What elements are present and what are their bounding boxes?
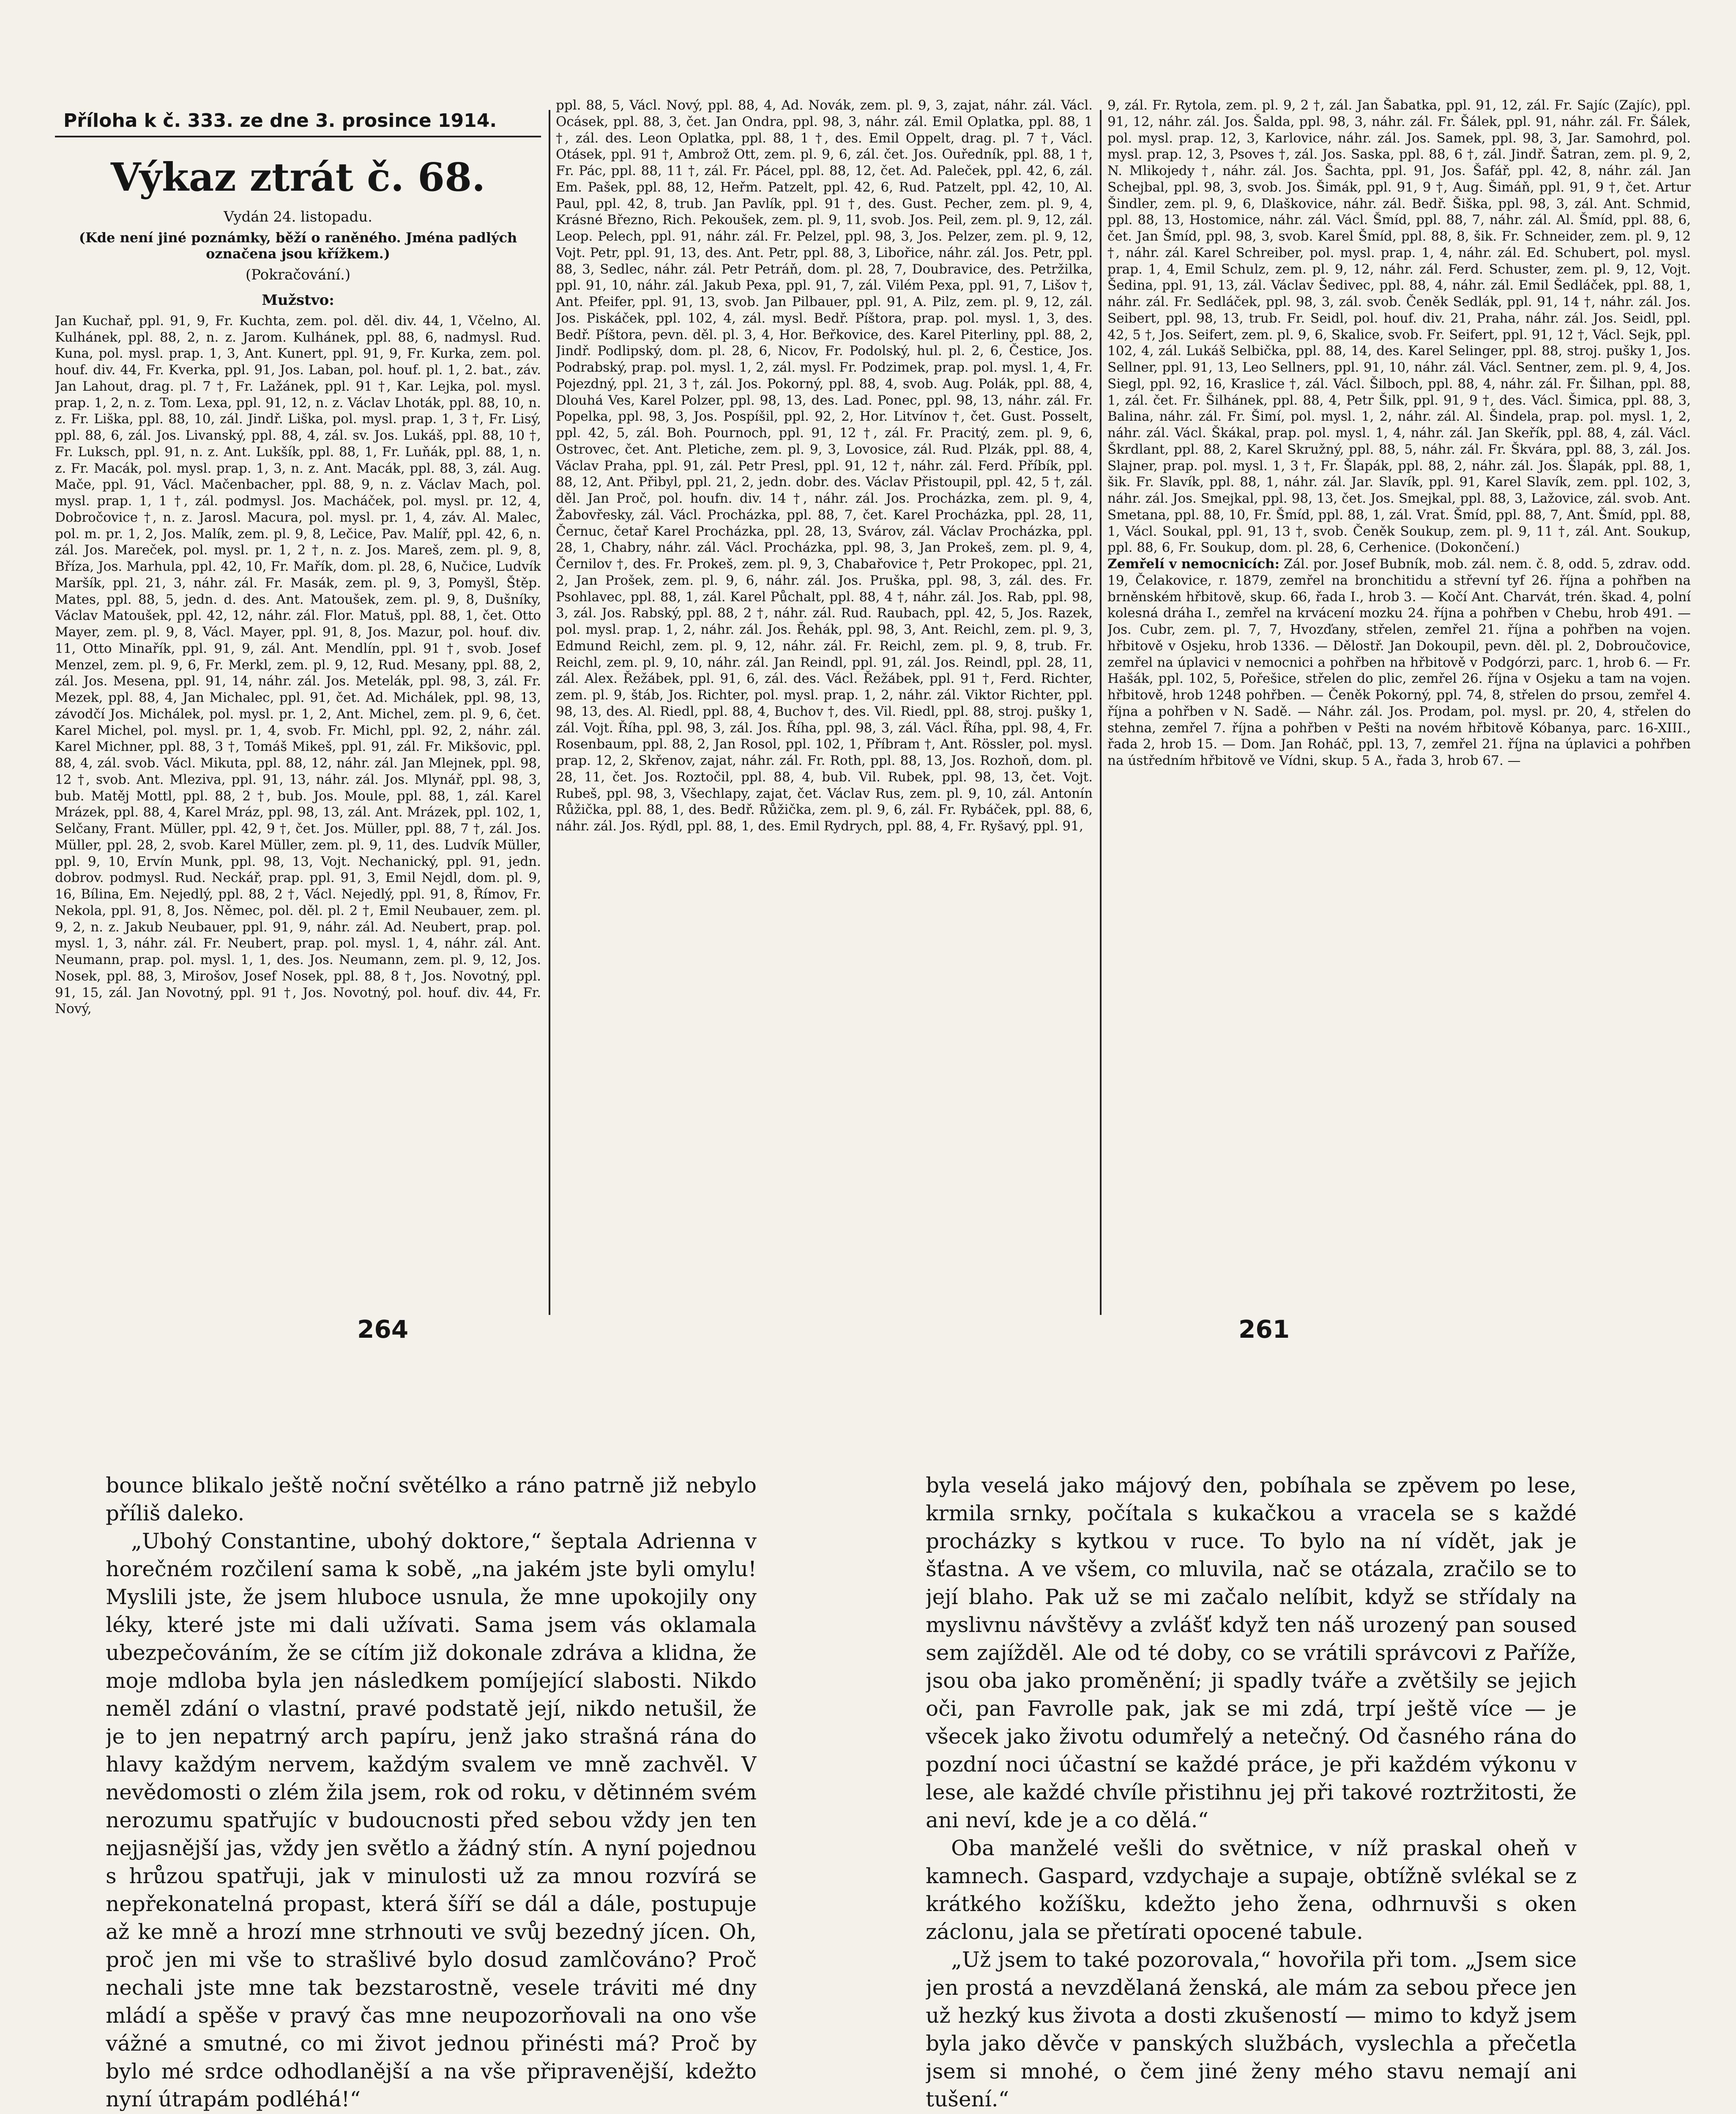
casualty-column-2: [556, 97, 1093, 835]
hospital-deaths-paragraph: [1107, 556, 1691, 769]
casualty-listing: 9, zál. Fr. Rytola, zem. pl. 9, 2 †, zál. Jan Šabatka, ppl. 91, 12, zál. Fr. Sajíc (Zajíc), ppl. 91, 12, náhr. zál. Jos. Šalda, ppl. 98, 3, náhr. zál. Fr. Šálek, ppl. 91, náhr. zál. Fr. Šálek, pol. mysl. prap. 12, 3, Karlovice, náhr. zál. Jos. Samek, ppl. 98, 3, Jar. Samohrd, pol. mysl. prap. 12, 3, Psoves †, zál. Jos. Saska, ppl. 88, 6 †, zál. Jindř. Šatran, zem. pl. 9, 2, N. Mlikojedy †, náhr. zál. Jos. Šachta, ppl. 91, Jos. Šafář, ppl. 42, 8, náhr. zál. Jan Schejbal, ppl. 98, 3, svob. Jos. Šimák, ppl. 91, 9 †, Aug. Šimáň, ppl. 91, 9 †, čet. Artur Šindler, zem. pl. 9, 6, Dlaškovice, náhr. zál. Bedř. Šiška, ppl. 98, 3, zál. Ant. Schmid, ppl. 88, 13, Hostomice, náhr. zál. Václ. Šmíd, ppl. 88, 7, náhr. zál. Al. Šmíd, ppl. 88, 6, čet. Jan Šmíd, ppl. 98, 3, svob. Karel Šmíd, ppl. 88, 8, šik. Fr. Schneider, zem. pl. 9, 12 †, náhr. zál. Karel Schreiber, pol. mysl. prap. 1, 4, náhr. zál. Ed. Schubert, pol. mysl. prap. 1, 4, Emil Schulz, zem. pl. 9, 12, náhr. zál. Ferd. Schuster, zem. pl. 9, 12, Vojt. Šedina, ppl. 91, 13, zál. Václav Šedivec, ppl. 88, 4, náhr. zál. Emil Šedláček, ppl. 88, 1, náhr. zál. Fr. Sedláček, ppl. 98, 3, zál. svob. Čeněk Sedlák, ppl. 91, 14 †, náhr. zál. Jos. Seibert, ppl. 98, 13, trub. Fr. Seidl, pol. houf. div. 21, Praha, náhr. zál. Jos. Seidl, ppl. 42, 5 †, Jos. Seifert, zem. pl. 9, 6, Skalice, svob. Fr. Seifert, ppl. 91, 12 †, Václ. Sejk, ppl. 102, 4, zál. Lukáš Selbička, ppl. 88, 14, des. Karel Selinger, ppl. 88, stroj. pušky 1, Jos. Sellner, ppl. 91, 13, Leo Sellners, ppl. 91, 10, náhr. zál. Václ. Sentner, zem. pl. 9, 4, Jos. Siegl, ppl. 92, 16, Kraslice †, zál. Václ. Šilboch, ppl. 88, 4, náhr. zál. Fr. Šilhan, ppl. 88, 1, zál. čet. Fr. Šilhánek, ppl. 88, 4, Petr Šilk, ppl. 91, 9 †, des. Václ. Šimica, ppl. 88, 3, Balina, náhr. zál. Fr. Šimí, pol. mysl. 1, 2, náhr. zál. Al. Šindela, prap. pol. mysl. 1, 2, náhr. zál. Václ. Škákal, prap. pol. mysl. 1, 4, náhr. zál. Jan Skeřík, ppl. 88, 4, zál. Václ. Škrdlant, ppl. 88, 2, Karel Skružný, ppl. 88, 5, náhr. zál. Fr. Škvára, ppl. 88, 3, zál. Jos. Slajner, prap. pol. mysl. 1, 3 †, Fr. Šlapák, ppl. 88, 2, náhr. zál. Jos. Šlapák, ppl. 88, 1, šik. Fr. Slavík, ppl. 88, 1, náhr. zál. Jar. Slavík, ppl. 91, Karel Slavík, zem. ppl. 102, 3, náhr. zál. Jos. Smejkal, ppl. 98, 13, čet. Jos. Smejkal, ppl. 88, 3, Lažovice, zál. svob. Ant. Smetana, ppl. 88, 10, Fr. Šmíd, ppl. 88, 1, zál. Vrat. Šmíd, ppl. 88, 7, Ant. Šmíd, ppl. 88, 1, Václ. Soukal, ppl. 91, 13 †, svob. Čeněk Soukup, zem. pl. 9, 11 †, zál. Ant. Soukup, ppl. 88, 6, Fr. Soukup, dom. pl. 28, 6, Cerhenice. (Dokončení.): [1107, 98, 1691, 556]
novel-paragraph: bounce blikalo ještě noční světélko a ráno patrně již nebylo příliš daleko.: [106, 1473, 757, 1525]
legend-note: (Kde není jiné poznámky, běží o raněného. Jména padlých označena jsou křížkem.): [79, 230, 517, 262]
column-divider: [1100, 110, 1102, 1315]
continuation-note: (Pokračování.): [245, 266, 351, 283]
novel-paragraph: „Už jsem to také pozorovala,“ hovořila při tom. „Jsem sice jen prostá a nevzdělaná ženská, ale mám za sebou přece jen už hezký kus života a dosti zkušeností — mimo to když jsem byla jako děvče v panských službách, vyslechla a přečetla jsem si mnohé, o čem jiné ženy mého stavu nemají ani tušení.“: [926, 1947, 1577, 2111]
section-heading-hospital: Zemřelí v nemocnicích:: [1107, 556, 1280, 572]
supplement-heading: Příloha k č. 333. ze dne 3. prosince 1914.: [63, 110, 497, 131]
novel-column-right: [926, 1471, 1577, 2114]
heading-rule: [55, 136, 541, 137]
casualty-list-page: [46, 97, 1695, 1323]
casualty-column-1: [55, 97, 541, 1017]
column-divider: [549, 110, 550, 1315]
casualty-listing: Jan Kuchař, ppl. 91, 9, Fr. Kuchta, zem. pol. děl. div. 44, 1, Včelno, Al. Kulhánek, ppl. 88, 2, n. z. Jarom. Kulhánek, ppl. 88, 6, nadmysl. Rud. Kuna, pol. mysl. prap. 1, 3, Ant. Kunert, ppl. 91, 9, Fr. Kurka, zem. pol. houf. div. 44, Fr. Kverka, ppl. 91, Jos. Laban, pol. houf. pl. 1, 2. bat., záv. Jan Lahout, drag. pl. 7 †, Fr. Lažánek, ppl. 91 †, Kar. Lejka, pol. mysl. prap. 1, 2, n. z. Tom. Lexa, ppl. 91, 12, n. z. Václav Lhoták, ppl. 88, 10, n. z. Fr. Liška, ppl. 88, 10, zál. Jindř. Liška, pol. mysl. prap. 1, 3 †, Fr. Lisý, ppl. 88, 6, zál. Jos. Livanský, ppl. 88, 4, zál. sv. Jos. Lukáš, ppl. 88, 10 †, Fr. Luksch, ppl. 91, n. z. Ant. Lukšík, ppl. 88, 1, Fr. Luňák, ppl. 88, 1, n. z. Fr. Macák, pol. mysl. prap. 1, 3, n. z. Ant. Macák, ppl. 88, 3, zál. Aug. Mače, ppl. 91, Václ. Mačenbacher, ppl. 88, 9, n. z. Václav Mach, pol. mysl. prap. 1, 1 †, zál. podmysl. Jos. Macháček, pol. mysl. pr. 12, 4, Dobročovice †, n. z. Jarosl. Macura, pol. mysl. pr. 1, 4, záv. Al. Malec, pol. m. pr. 1, 2, Jos. Malík, zem. pl. 9, 8, Lečice, Pav. Malíř, ppl. 42, 6, n. zál. Jos. Mareček, pol. mysl. pr. 1, 2 †, n. z. Jos. Mareš, zem. pl. 9, 8, Bříza, Jos. Marhula, ppl. 42, 10, Fr. Mařík, dom. pl. 28, 6, Nučice, Ludvík Maršík, ppl. 21, 3, náhr. zál. Fr. Masák, zem. pl. 9, 3, Pomyšl, Štěp. Mates, ppl. 88, 5, jedn. d. des. Ant. Matoušek, zem. pl. 9, 8, Dušníky, Václav Matoušek, ppl. 42, 12, náhr. zál. Flor. Matuš, ppl. 88, 1, čet. Otto Mayer, zem. pl. 9, 8, Václ. Mayer, ppl. 91, 8, Jos. Mazur, pol. houf. div. 11, Otto Minařík, ppl. 91, 9, zál. Ant. Mendlín, ppl. 91 †, svob. Josef Menzel, zem. pl. 9, 6, Fr. Merkl, zem. pl. 9, 12, Rud. Mesany, ppl. 88, 2, zál. Jos. Mesena, ppl. 91, 14, náhr. zál. Jos. Metelák, ppl. 98, 3, zál. Fr. Mezek, ppl. 88, 4, Jan Michalec, ppl. 91, čet. Ad. Michálek, ppl. 98, 13, závodčí Jos. Michálek, pol. mysl. pr. 1, 2, Ant. Michel, zem. pl. 9, 6, čet. Karel Michel, pol. mysl. pr. 1, 4, svob. Fr. Michl, ppl. 92, 2, náhr. zál. Karel Michner, ppl. 88, 3 †, Tomáš Mikeš, ppl. 91, zál. Fr. Mikšovic, ppl. 88, 4, zál. svob. Václ. Mikuta, ppl. 88, 12, náhr. zál. Jan Mlejnek, ppl. 98, 12 †, svob. Ant. Mleziva, ppl. 91, 13, náhr. zál. Jos. Mlynář, ppl. 98, 3, bub. Matěj Mottl, ppl. 88, 2 †, bub. Jos. Moule, ppl. 88, 1, zál. Karel Mrázek, ppl. 88, 4, Karel Mráz, ppl. 98, 13, zál. Ant. Mrázek, ppl. 102, 1, Selčany, Frant. Müller, ppl. 42, 9 †, čet. Jos. Müller, ppl. 88, 7 †, zál. Jos. Müller, ppl. 28, 2, svob. Karel Müller, zem. pl. 9, 11, des. Ludvík Müller, ppl. 9, 10, Ervín Munk, ppl. 98, 13, Vojt. Nechanický, ppl. 91, jedn. dobrov. podmysl. Rud. Neckář, prap. ppl. 91, 3, Emil Nejdl, dom. pl. 9, 16, Bílina, Em. Nejedlý, ppl. 88, 2 †, Václ. Nejedlý, ppl. 91, 8, Římov, Fr. Nekola, ppl. 91, 8, Jos. Němec, pol. děl. pl. 2 †, Emil Neubauer, zem. pl. 9, 2, n. z. Jakub Neubauer, ppl. 91, 9, náhr. zál. Ad. Neubert, prap. pol. mysl. 1, 3, náhr. zál. Fr. Neubert, prap. pol. mysl. 1, 4, náhr. zál. Ant. Neumann, prap. pol. mysl. 1, 1, des. Jos. Neumann, zem. pl. 9, 12, Jos. Nosek, ppl. 88, 3, Mirošov, Josef Nosek, ppl. 88, 8 †, Jos. Novotný, ppl. 91, 15, zál. Jan Novotný, ppl. 91 †, Jos. Novotný, pol. houf. div. 44, Fr. Nový,: [55, 313, 541, 1017]
novel-paragraph: Oba manželé vešli do světnice, v níž praskal oheň v kamnech. Gaspard, vzdychaje a supaje, obtížně svlékal se z krátkého kožíšku, kdežto jeho žena, odhrnuvši s oken záclonu, jala se přetírati opocené tabule.: [926, 1836, 1577, 1944]
hospital-deaths-text: Zál. por. Josef Bubník, mob. zál. nem. č. 8, odd. 5, zdrav. odd. 19, Čelakovice, r. 1879, zemřel na bronchitidu a střevní tyf 26. října a pohřben na brněnském hřbitově, skup. 66, řada I., hrob 3. — Kočí Ant. Charvát, trén. škad. 4, polní kolesná dráha I., zemřel na krvácení mozku 24. října a pohřben v Chebu, hrob 491. — Jos. Cubr, zem. pl. 7, 7, Hvozďany, střelen, zemřel 21. října a pohřben na vojen. hřbitově v Osjeku, hrob 1336. — Dělostř. Jan Dokoupil, pevn. děl. pl. 2, Dobroučovice, zemřel na úplavici v nemocnici a pohřben na hřbitově v Podgórzi, parc. 1, hrob 6. — Fr. Hašák, ppl. 102, 5, Pořešice, střelen do plic, zemřel 26. října v Osjeku a tam na vojen. hřbitově, hrob 1248 pohřben. — Čeněk Pokorný, ppl. 74, 8, střelen do prsou, zemřel 4. října a pohřben v N. Sadě. — Náhr. zál. Jos. Prodam, pol. mysl. pr. 20, 4, střelen do stehna, zemřel 7. října a pohřben v Pešti na novém hřbitově Kóbanya, parc. 16-XIII., řada 2, hrob 15. — Dom. Jan Roháč, ppl. 13, 7, zemřel 21. října na úplavici a pohřben na ústředním hřbitově ve Vídni, skup. 5 A., řada 3, hrob 67. —: [1107, 556, 1691, 768]
novel-paragraph: byla veselá jako májový den, pobíhala se zpěvem po lese, krmila srnky, počítala s kukačkou a vracela se s každé procházky s kytkou v ruce. To bylo na ní vídět, jak je šťastna. A ve všem, co mluvila, nač se otázala, zračilo se to její blaho. Pak už se mi začalo nelíbit, když se střídaly na myslivnu návštěvy a zvlášť když ten náš urozený pan soused sem zajížděl. Ale od té doby, co se vrátili správcovi z Paříže, jsou oba jako proměnění; ji spadly tváře a zvětšily se jejich oči, pan Favrolle pak, jak se mi zdá, trpí ještě více — je všecek jako životu odumřelý a netečný. Od časného rána do pozdní noci účastní se každé práce, je při každém výkonu v lese, ale každé chvíle přistihnu jej při takové roztržitosti, že ani neví, kde je a co dělá.“: [926, 1473, 1577, 1832]
novel-paragraph: „Ubohý Constantine, ubohý doktore,“ šeptala Adrienna v horečném rozčilení sama k sobě, „na jakém jste byli omylu! Myslili jste, že jsem hluboce usnula, že mne upokojily ony léky, které jste mi dali užívati. Sama jsem vás oklamala ubezpečováním, že se cítím již dokonale zdráva a klidna, že moje mdloba byla jen následkem pomíjející slabosti. Nikdo neměl zdání o vlastní, pravé podstatě její, nikdo netušil, že je to jen nepatrný arch papíru, jenž jako strašná rána do hlavy každým nervem, každým svalem ve mně zachvěl. V nevědomosti o zlém žila jsem, rok od roku, v dětinném svém nerozumu spatřujíc v budoucnosti před sebou vždy jen ten nejjasnější jas, vždy jen světlo a žádný stín. A nyní pojednou s hrůzou spatřuji, jak v minulosti už za mnou rozvírá se nepřekonatelná propast, která šíří se dál a dále, postupuje až ke mně a hrozí mne strhnouti ve svůj bezedný jícen. Oh, proč jen mi vše to strašlivé bylo dosud zamlčováno? Proč nechali jste mne tak bezstarostně, vesele tráviti mé dny mládí a spěše v pravý čas mne neupozorňovali na ono vše vážné a smutné, co mi život jednou přinésti má? Proč by bylo mé srdce odhodlanější a na vše připravenější, kdežto nyní útrapám podléhá!“: [106, 1529, 757, 2111]
section-heading-crew: Mužstvo:: [262, 291, 334, 309]
casualty-column-3: [1107, 97, 1691, 769]
casualty-listing: ppl. 88, 5, Václ. Nový, ppl. 88, 4, Ad. Novák, zem. pl. 9, 3, zajat, náhr. zál. Václ. Ocásek, ppl. 88, 3, čet. Jan Ondra, ppl. 98, 3, náhr. zál. Emil Oplatka, ppl. 88, 1 †, zál. des. Leon Oplatka, ppl. 88, 1 †, des. Emil Oppelt, drag. pl. 7 †, Václ. Otásek, ppl. 91 †, Ambrož Ott, zem. pl. 9, 6, zál. čet. Jos. Ouředník, ppl. 88, 1 †, Fr. Pác, ppl. 88, 11 †, zál. Fr. Pácel, ppl. 88, 12, čet. Ad. Paleček, ppl. 42, 6, zál. Em. Pašek, ppl. 88, 12, Heřm. Patzelt, ppl. 42, 6, Rud. Patzelt, ppl. 42, 10, Al. Paul, ppl. 42, 8, trub. Jan Pavlík, ppl. 91 †, des. Gust. Pecher, zem. pl. 9, 4, Krásné Březno, Rich. Pekoušek, zem. pl. 9, 11, svob. Jos. Peil, zem. pl. 9, 12, zál. Leop. Pelech, ppl. 91, náhr. zál. Fr. Pelzel, ppl. 98, 3, Jos. Pelzer, zem. pl. 9, 12, Vojt. Petr, ppl. 91, 13, des. Ant. Petr, ppl. 88, 3, Libořice, náhr. zál. Jos. Petr, ppl. 88, 3, Sedlec, náhr. zál. Petr Petráň, dom. pl. 28, 7, Doubravice, des. Petržilka, ppl. 91, 10, náhr. zál. Jakub Pexa, ppl. 91, 7, zál. Vilém Pexa, ppl. 91, 7, Lišov †, Ant. Pfeifer, ppl. 91, 13, svob. Jan Pilbauer, ppl. 91, A. Pilz, zem. pl. 9, 12, zál. Jos. Piskáček, ppl. 102, 4, zál. mysl. Bedř. Píštora, prap. pol. mysl. 1, 3, des. Bedř. Píštora, pevn. děl. pl. 3, 4, Hor. Beřkovice, des. Karel Piterliny, ppl. 88, 2, Jindř. Podlipský, dom. pl. 28, 6, Nicov, Fr. Podolský, hul. pl. 2, 6, Čestice, Jos. Podrabský, prap. pol. mysl. 1, 2, zál. mysl. Fr. Podzimek, prap. pol. mysl. 1, 4, Fr. Pojezdný, ppl. 21, 3 †, zál. Jos. Pokorný, ppl. 88, 4, svob. Aug. Polák, ppl. 88, 4, Dlouhá Ves, Karel Polzer, ppl. 98, 13, des. Lad. Ponec, ppl. 98, 13, náhr. zál. Fr. Popelka, ppl. 98, 3, Jos. Pospíšil, ppl. 92, 2, Hor. Litvínov †, čet. Gust. Posselt, ppl. 42, 5, zál. Boh. Pournoch, ppl. 91, 12 †, zál. Fr. Pracitý, zem. pl. 9, 6, Ostrovec, čet. Ant. Pletiche, zem. pl. 9, 3, Lovosice, zál. Rud. Plzák, ppl. 88, 4, Václav Praha, ppl. 91, zál. Petr Presl, ppl. 91, 12 †, náhr. zál. Ferd. Příbík, ppl. 88, 12, Ant. Přibyl, ppl. 21, 2, jedn. dobr. des. Václav Přistoupil, ppl. 42, 5 †, zál. děl. Jan Proč, pol. houfn. div. 14 †, náhr. zál. Jos. Procházka, zem. pl. 9, 4, Žabovřesky, zál. Václ. Procházka, ppl. 88, 7, čet. Karel Procházka, ppl. 28, 11, Černuc, četař Karel Procházka, ppl. 28, 13, Svárov, zál. Václav Procházka, ppl. 28, 1, Chabry, náhr. zál. Václ. Procházka, ppl. 98, 3, Jan Prokeš, zem. pl. 9, 4, Černilov †, des. Fr. Prokeš, zem. pl. 9, 3, Chabařovice †, Petr Prokopec, ppl. 21, 2, Jan Prošek, zem. pl. 9, 6, náhr. zál. Jos. Pruška, ppl. 98, 3, zál. des. Fr. Psohlavec, ppl. 88, 1, zál. Karel Půchalt, ppl. 88, 4 †, náhr. zál. Jos. Rab, ppl. 98, 3, zál. Jos. Rabský, ppl. 88, 2 †, náhr. zál. Rud. Raubach, ppl. 42, 5, Jos. Razek, pol. mysl. prap. 1, 2, náhr. zál. Jos. Řehák, ppl. 98, 3, Ant. Reichl, zem. pl. 9, 3, Edmund Reichl, zem. pl. 9, 12, náhr. zál. Fr. Reichl, zem. pl. 9, 8, trub. Fr. Reichl, zem. pl. 9, 10, náhr. zál. Jan Reindl, ppl. 91, zál. Jos. Reindl, ppl. 28, 11, zál. Alex. Řežábek, ppl. 91, 6, zál. des. Václ. Řežábek, ppl. 91 †, Ferd. Richter, zem. pl. 9, štáb, Jos. Richter, pol. mysl. prap. 1, 2, náhr. zál. Viktor Richter, ppl. 98, 13, des. Al. Riedl, ppl. 88, 4, Buchov †, des. Vil. Riedl, ppl. 88, stroj. pušky 1, zál. Vojt. Říha, ppl. 98, 3, zál. Jos. Říha, ppl. 98, 3, zál. Václ. Říha, ppl. 98, 4, Fr. Rosenbaum, ppl. 88, 2, Jan Rosol, ppl. 102, 1, Příbram †, Ant. Rössler, pol. mysl. prap. 12, 2, Skřenov, zajat, náhr. zál. Fr. Roth, ppl. 88, 13, Jos. Rozhoň, dom. pl. 28, 11, čet. Jos. Roztočil, ppl. 88, 4, bub. Vil. Rubek, ppl. 98, 13, čet. Vojt. Rubeš, ppl. 98, 3, Všechlapy, zajat, čet. Václav Rus, zem. pl. 9, 10, zál. Antonín Růžička, ppl. 88, 1, des. Bedř. Růžička, zem. pl. 9, 6, zál. Fr. Rybáček, ppl. 88, 6, náhr. zál. Jos. Rýdl, ppl. 88, 1, des. Emil Rydrych, ppl. 88, 4, Fr. Ryšavý, ppl. 91,: [556, 98, 1093, 834]
novel-column-left: [106, 1471, 757, 2114]
report-title: Výkaz ztrát č. 68.: [110, 154, 486, 200]
page-number-right: 261: [1238, 1315, 1290, 1344]
serial-novel-page: [46, 1471, 1695, 2114]
issue-date: Vydán 24. listopadu.: [224, 208, 372, 225]
page-number-left: 264: [357, 1315, 409, 1344]
